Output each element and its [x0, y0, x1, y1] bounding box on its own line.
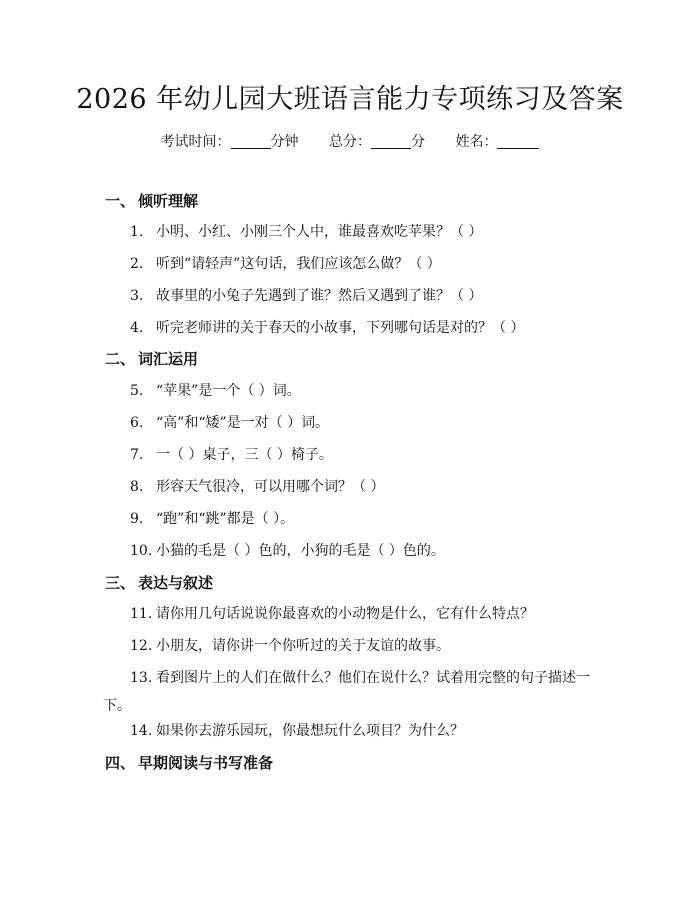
question-text: 请你用几句话说说你最喜欢的小动物是什么，它有什么特点？	[156, 606, 534, 622]
question-item	[130, 413, 600, 433]
exam-time-field	[161, 132, 299, 152]
question-text: 小朋友，请你讲一个你听过的关于友谊的故事。	[156, 638, 450, 654]
question-item	[130, 445, 600, 465]
exam-time-unit: 分钟	[270, 134, 299, 150]
exam-time-label: 考试时间：	[160, 134, 231, 150]
section-heading: 倾听理解	[138, 192, 199, 210]
question-number: 14.	[130, 723, 153, 739]
question-number: 9.	[130, 511, 144, 527]
question-text: 小猫的毛是（ ）色的，小狗的毛是（ ）色的。	[156, 543, 445, 559]
question-text: 看到图片上的人们在做什么？他们在说什么？试着用完整的句子描述一	[156, 670, 590, 686]
question-item	[130, 286, 600, 306]
question-text: 故事里的小兔子先遇到了谁？然后又遇到了谁？（ ）	[156, 288, 483, 304]
question-number: 12.	[130, 638, 153, 654]
question-item	[130, 222, 600, 242]
question-item	[130, 604, 600, 624]
total-score-field	[329, 132, 425, 152]
total-score-blank[interactable]	[371, 133, 411, 149]
question-number: 7.	[130, 447, 144, 463]
student-name-blank[interactable]	[497, 133, 539, 149]
question-item	[130, 381, 600, 401]
question-item	[103, 668, 605, 714]
question-item	[130, 721, 600, 741]
question-item	[130, 636, 600, 656]
question-text: 一（ ）桌子，三（ ）椅子。	[156, 447, 333, 463]
question-item	[130, 541, 600, 561]
total-score-label: 总分：	[329, 134, 371, 150]
question-text: “苹果”是一个（ ）词。	[156, 383, 301, 399]
question-text: “跑”和“跳”都是（ ）。	[156, 511, 295, 527]
question-number: 10.	[130, 543, 153, 559]
question-number: 11.	[130, 606, 153, 622]
question-text: 听完老师讲的关于春天的小故事，下列哪句话是对的？（ ）	[156, 320, 525, 336]
question-item	[130, 477, 600, 497]
section-heading: 表达与叙述	[138, 574, 214, 592]
section-heading: 早期阅读与书写准备	[138, 754, 274, 772]
question-text: 听到“请轻声”这句话，我们应该怎么做？（ ）	[156, 256, 441, 272]
question-item	[130, 254, 600, 274]
section-title	[105, 573, 625, 593]
question-text: 小明、小红、小刚三个人中，谁最喜欢吃苹果？（ ）	[156, 224, 483, 240]
section-title	[105, 349, 625, 369]
question-number: 8.	[130, 479, 144, 495]
question-number: 2.	[130, 256, 144, 272]
exam-meta-line	[0, 132, 700, 152]
section-title	[105, 191, 625, 211]
question-text: 形容天气很冷，可以用哪个词？（ ）	[156, 479, 385, 495]
page-title: 2026 年幼儿园大班语言能力专项练习及答案	[76, 84, 624, 115]
question-item	[130, 318, 600, 338]
section-number: 二、	[105, 350, 136, 368]
section-title	[105, 753, 625, 773]
question-number: 1.	[130, 224, 144, 240]
question-text: 如果你去游乐园玩，你最想玩什么项目？为什么？	[156, 723, 464, 739]
exam-time-blank[interactable]	[231, 133, 271, 149]
question-number: 5.	[130, 383, 144, 399]
section-number: 四、	[105, 754, 136, 772]
question-text-continuation: 下。	[103, 698, 131, 714]
section-heading: 词汇运用	[138, 350, 199, 368]
question-number: 13.	[130, 670, 153, 686]
question-number: 4.	[130, 320, 144, 336]
student-name-label: 姓名：	[455, 134, 498, 150]
question-number: 3.	[130, 288, 144, 304]
total-score-unit: 分	[411, 134, 425, 150]
question-number: 6.	[130, 415, 144, 431]
section-number: 三、	[105, 574, 136, 592]
student-name-field	[455, 132, 539, 152]
question-text: “高”和“矮”是一对（ ）词。	[156, 415, 330, 431]
section-number: 一、	[105, 192, 136, 210]
question-item	[130, 509, 600, 529]
